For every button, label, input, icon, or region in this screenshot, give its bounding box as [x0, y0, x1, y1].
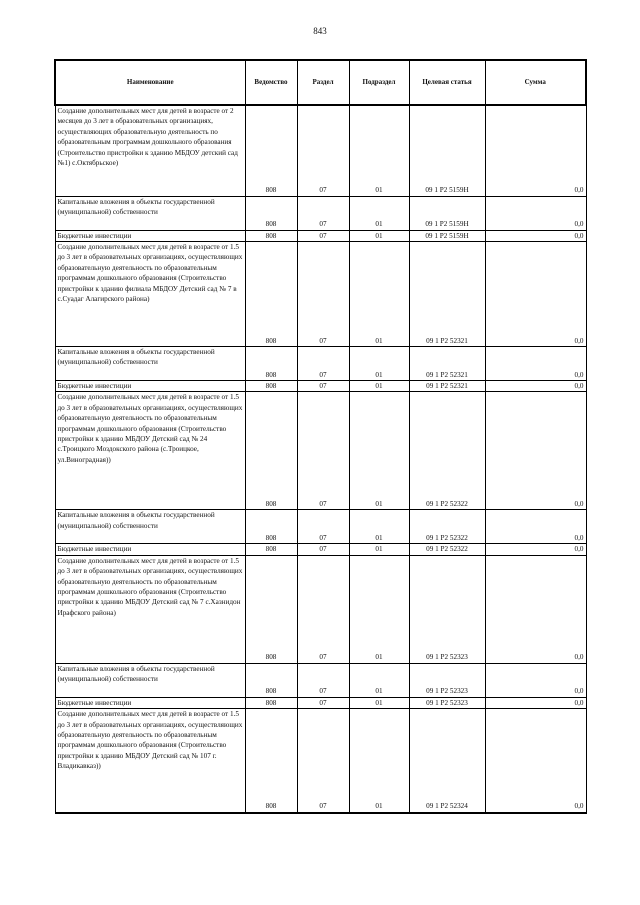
row-section-cell: 07: [297, 663, 349, 697]
row-name-cell: Создание дополнительных мест для детей в возрасте от 1.5 до 3 лет в образовательных организациях, осуществляющих образовательную деятельность по образовательным программам дошкольного образования (Строительство пристройки к зданию МБДОУ Детский сад № 24 с.Троицкого Моздокского района (с.Троицкое, ул.Виноградная)): [55, 392, 245, 510]
row-sum-cell: 0,0: [485, 544, 586, 555]
row-name-cell: Бюджетные инвестиции: [55, 544, 245, 555]
row-subsection-cell: 01: [349, 196, 409, 230]
row-name-cell: Создание дополнительных мест для детей в возрасте от 2 месяцев до 3 лет в образовательных организациях, осуществляющих образовательную деятельность по образовательным программам дошкольного образования (Строительство пристройки к зданию МБДОУ детский сад №1) с.Октябрьское): [55, 105, 245, 196]
table-row: [55, 196, 586, 230]
row-sum-cell: 0,0: [485, 663, 586, 697]
row-department-cell: 808: [245, 510, 297, 544]
row-name-cell: Капитальные вложения в объекты государственной (муниципальной) собственности: [55, 196, 245, 230]
table-row: [55, 544, 586, 555]
table-row: [55, 709, 586, 813]
row-sum-cell: 0,0: [485, 510, 586, 544]
row-sum-cell: 0,0: [485, 380, 586, 391]
row-target-cell: 09 1 P2 52322: [409, 510, 485, 544]
row-sum-cell: 0,0: [485, 392, 586, 510]
row-name-cell: Бюджетные инвестиции: [55, 230, 245, 241]
row-section-cell: 07: [297, 241, 349, 346]
row-section-cell: 07: [297, 346, 349, 380]
row-name-cell: Бюджетные инвестиции: [55, 697, 245, 708]
table-row: [55, 392, 586, 510]
row-subsection-cell: 01: [349, 380, 409, 391]
row-section-cell: 07: [297, 709, 349, 813]
row-sum-cell: 0,0: [485, 241, 586, 346]
table-row: [55, 697, 586, 708]
row-department-cell: 808: [245, 230, 297, 241]
row-name-cell: Капитальные вложения в объекты государственной (муниципальной) собственности: [55, 510, 245, 544]
row-department-cell: 808: [245, 663, 297, 697]
col-header-target: Целевая статья: [409, 60, 485, 105]
row-department-cell: 808: [245, 346, 297, 380]
row-name-cell: Создание дополнительных мест для детей в возрасте от 1.5 до 3 лет в образовательных организациях, осуществляющих образовательную деятельность по образовательным программам дошкольного образования (Строительство пристройки к зданию филиала МБДОУ Детский сад № 7 в с.Суадаг Алагирского района): [55, 241, 245, 346]
row-sum-cell: 0,0: [485, 105, 586, 196]
col-header-subsection: Подраздел: [349, 60, 409, 105]
row-name-cell: Капитальные вложения в объекты государственной (муниципальной) собственности: [55, 663, 245, 697]
row-department-cell: 808: [245, 196, 297, 230]
row-sum-cell: 0,0: [485, 230, 586, 241]
row-name-cell: Создание дополнительных мест для детей в возрасте от 1.5 до 3 лет в образовательных организациях, осуществляющих образовательную деятельность по образовательным программам дошкольного образования (Строительство пристройки к зданию МБДОУ Детский сад № 107 г. Владикавказ)): [55, 709, 245, 813]
row-department-cell: 808: [245, 380, 297, 391]
row-sum-cell: 0,0: [485, 555, 586, 663]
row-subsection-cell: 01: [349, 241, 409, 346]
row-subsection-cell: 01: [349, 392, 409, 510]
row-subsection-cell: 01: [349, 230, 409, 241]
row-section-cell: 07: [297, 380, 349, 391]
row-sum-cell: 0,0: [485, 196, 586, 230]
row-subsection-cell: 01: [349, 105, 409, 196]
row-target-cell: 09 1 P2 52322: [409, 392, 485, 510]
col-header-sum: Сумма: [485, 60, 586, 105]
row-target-cell: 09 1 P2 52323: [409, 663, 485, 697]
table-row: [55, 380, 586, 391]
table-row: [55, 555, 586, 663]
row-department-cell: 808: [245, 392, 297, 510]
row-subsection-cell: 01: [349, 510, 409, 544]
row-target-cell: 09 1 P2 5159Н: [409, 230, 485, 241]
row-target-cell: 09 1 P2 52323: [409, 697, 485, 708]
row-department-cell: 808: [245, 697, 297, 708]
row-target-cell: 09 1 P2 52321: [409, 241, 485, 346]
row-section-cell: 07: [297, 196, 349, 230]
row-subsection-cell: 01: [349, 709, 409, 813]
table-row: [55, 105, 586, 196]
row-subsection-cell: 01: [349, 544, 409, 555]
row-name-cell: Создание дополнительных мест для детей в возрасте от 1.5 до 3 лет в образовательных организациях, осуществляющих образовательную деятельность по образовательным программам дошкольного образования (Строительство пристройки к зданию МБДОУ Детский сад № 7 с.Хазнидон Ирафского района): [55, 555, 245, 663]
row-department-cell: 808: [245, 241, 297, 346]
row-department-cell: 808: [245, 544, 297, 555]
row-sum-cell: 0,0: [485, 697, 586, 708]
row-section-cell: 07: [297, 544, 349, 555]
row-subsection-cell: 01: [349, 663, 409, 697]
row-target-cell: 09 1 P2 52323: [409, 555, 485, 663]
table-header-row: [55, 60, 586, 105]
row-department-cell: 808: [245, 105, 297, 196]
col-header-department: Ведомство: [245, 60, 297, 105]
row-target-cell: 09 1 P2 52321: [409, 380, 485, 391]
row-section-cell: 07: [297, 392, 349, 510]
table-row: [55, 241, 586, 346]
table-row: [55, 510, 586, 544]
col-header-name: Наименование: [55, 60, 245, 105]
table-row: [55, 663, 586, 697]
row-target-cell: 09 1 P2 5159Н: [409, 196, 485, 230]
row-sum-cell: 0,0: [485, 346, 586, 380]
table-row: [55, 346, 586, 380]
row-sum-cell: 0,0: [485, 709, 586, 813]
row-section-cell: 07: [297, 510, 349, 544]
row-target-cell: 09 1 P2 52322: [409, 544, 485, 555]
row-name-cell: Бюджетные инвестиции: [55, 380, 245, 391]
row-subsection-cell: 01: [349, 697, 409, 708]
table-row: [55, 230, 586, 241]
row-subsection-cell: 01: [349, 346, 409, 380]
row-section-cell: 07: [297, 230, 349, 241]
row-target-cell: 09 1 P2 5159Н: [409, 105, 485, 196]
budget-table: [54, 59, 587, 814]
row-department-cell: 808: [245, 555, 297, 663]
row-section-cell: 07: [297, 105, 349, 196]
row-section-cell: 07: [297, 697, 349, 708]
row-target-cell: 09 1 P2 52321: [409, 346, 485, 380]
row-section-cell: 07: [297, 555, 349, 663]
page-number: 843: [313, 26, 327, 36]
col-header-section: Раздел: [297, 60, 349, 105]
row-department-cell: 808: [245, 709, 297, 813]
row-name-cell: Капитальные вложения в объекты государственной (муниципальной) собственности: [55, 346, 245, 380]
row-subsection-cell: 01: [349, 555, 409, 663]
row-target-cell: 09 1 P2 52324: [409, 709, 485, 813]
